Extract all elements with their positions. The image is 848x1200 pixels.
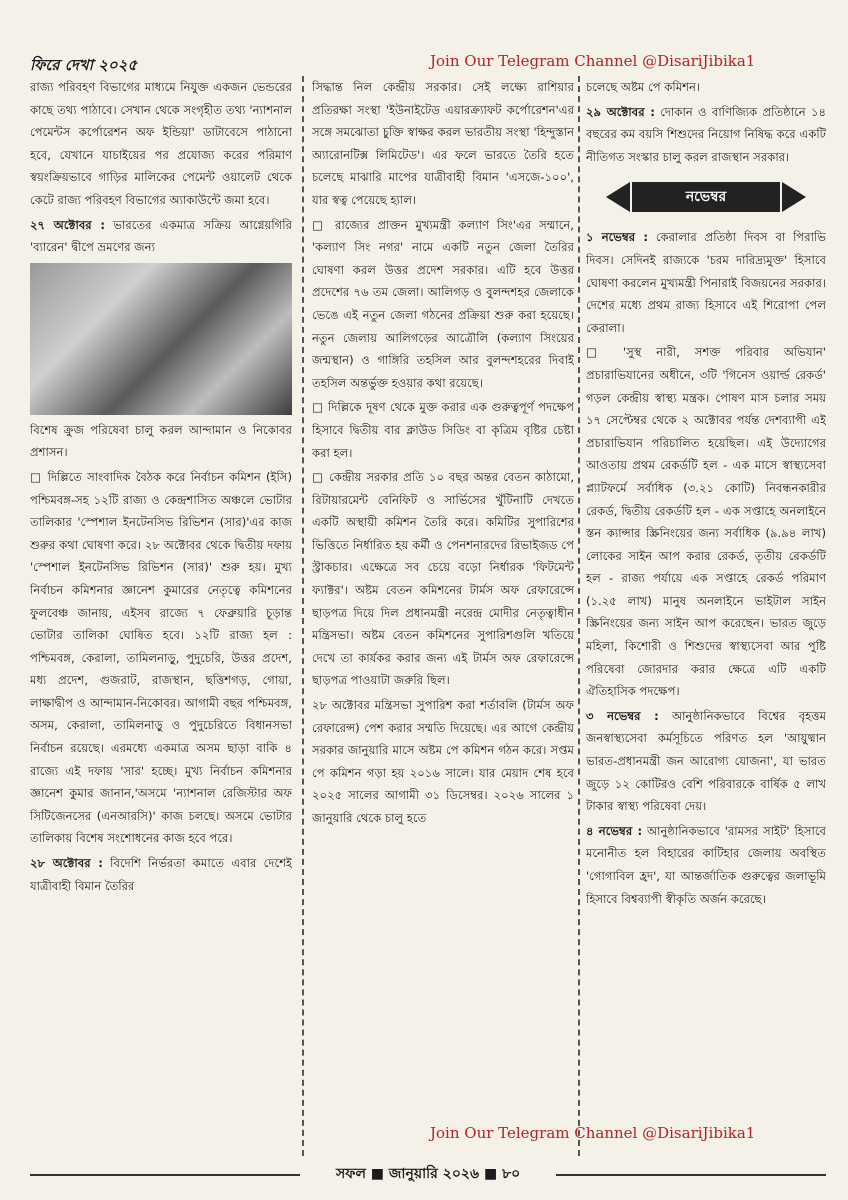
paragraph: □ কেন্দ্রীয় সরকার প্রতি ১০ বছর অন্তর বেতন কাঠামো, রিটায়ারমেন্ট বেনিফিট ও সার্ভিসের খুঁটিনাটি দেখতে একটি অস্থায়ী কমিশন তৈরি করে। কমিটির সুপারিশের ভিত্তিতে নির্ধারিত হয় কর্মী ও পেনশনারদের রিভাইজড পে স্ট্রাকচার। এক্ষেত্রে সব চেয়ে বড়ো নির্ধারক 'ফিটমেন্ট ফ্যাক্টর'। অষ্টম বেতন কমিশনের টার্মস অফ রেফারেন্সে ছাড়পত্র দিয়ে দিল প্রধানমন্ত্রী নরেন্দ্র মোদীর নেতৃত্বাধীন মন্ত্রিসভা। অষ্টম বেতন কমিশনের সুপারিশগুলি খতিয়ে দেখে তা কার্যকর করার জন্য এই টার্মস অফ রেফারেন্সে ছাড়পত্র পাওয়াটা জরুরি ছিল। <box>312 470 574 688</box>
paragraph: রাজ্য পরিবহণ বিভাগের মাধ্যমে নিযুক্ত একজন ভেন্ডরের কাছে তথ্য পাঠাবে। সেখান থেকে সংগৃহীত তথ্য 'ন্যাশনাল পেমেন্টস কর্পোরেশন অফ ইন্ডিয়া' ডাটাবেসে পাঠানো হবে, যেখানে যাচাইয়ের পর প্রযোজ্য করের পরিমাণ স্বয়ংক্রিয়ভাবে গাড়ির মালিকের পেমেন্ট ওয়ালেট থেকে কেটে রাজ্য পরিবহণ বিভাগের অ্যাকাউন্টে জমা হবে। <box>30 80 292 207</box>
paragraph <box>30 852 292 897</box>
paragraph: □ দিল্লিকে দূষণ থেকে মুক্ত করার এক গুরুত্বপূর্ণ পদক্ষেপ হিসাবে দ্বিতীয় বার ক্লাউড সিডিং বা কৃত্রিম বৃষ্টির চেষ্টা করা হল। <box>312 400 574 460</box>
footer-text: সফল ■ জানুয়ারি ২০২৬ ■ ৮০ <box>336 1166 521 1182</box>
paragraph: সিদ্ধান্ত নিল কেন্দ্রীয় সরকার। সেই লক্ষ্যে রাশিয়ার প্রতিরক্ষা সংস্থা 'ইউনাইটেড এয়ারক্র্যাফট কর্পোরেশন'এর সঙ্গে সমঝোতা চুক্তি স্বাক্ষর করল ভারতীয় সংস্থা 'হিন্দুস্তান অ্যারোনটিক্স লিমিটেড'। এর ফলে ভারতে তৈরি হতে চলেছে মাঝারি মাপের যাত্রীবাহী বিমান 'এসজে-১০০', যার স্বত্ব পেয়েছে হ্যাল। <box>312 80 574 207</box>
entry-text: কেরালার প্রতিষ্ঠা দিবস বা পিরাভি দিবস। সেদিনই রাজ্যকে 'চরম দারিদ্র্যমুক্ত' হিসাবে ঘোষণা করলেন মুখ্যমন্ত্রী পিনারাই বিজয়নের সরকার। দেশের মধ্যে প্রথম রাজ্য হিসাবে এই শিরোপা পেল কেরালা। <box>586 230 826 335</box>
footer-rule <box>30 1174 300 1176</box>
paragraph: বিশেষ ক্রুজ পরিষেবা চালু করল আন্দামান ও নিকোবর প্রশাসন। <box>30 422 292 460</box>
entry-text: দোকান ও বাণিজ্যিক প্রতিষ্ঠানে ১৪ বছরের কম বয়সি শিশুদের নিয়োগ নিষিদ্ধ করে একটি নীতিগত সংস্কার চালু করল রাজস্থান সরকার। <box>586 104 826 164</box>
column-divider <box>302 76 304 1156</box>
running-title: ফিরে দেখা ২০২৫ <box>30 56 138 74</box>
entry-date: ২৭ অক্টোবর : <box>30 217 106 232</box>
paragraph: ২৮ অক্টোবর মন্ত্রিসভা সুপারিশ করা শর্তাবলি (টার্মস অফ রেফারেন্স) পেশ করার সম্মতি দিয়েছে। এর আগে কেন্দ্রীয় সরকার জানুয়ারি মাসে অষ্টম পে কমিশন গঠন করে। সপ্তম পে কমিশন গড়া হয় ২০১৬ সালে। যার মেয়াদ শেষ হবে ২০২৫ সালের আগামী ৩১ ডিসেম্বর। ২০২৬ সালের ১ জানুয়ারি থেকে চালু হতে <box>312 698 574 825</box>
month-banner <box>606 182 806 212</box>
entry-date: ২৯ অক্টোবর : <box>586 104 655 119</box>
paragraph <box>586 226 826 339</box>
barren-island-photo <box>30 263 292 415</box>
entry-text: ভারতের একমাত্র সক্রিয় আগ্নেয়গিরি 'ব্যারেন' দ্বীপে ভ্রমণের জন্য <box>30 217 292 255</box>
page-header <box>30 52 830 78</box>
paragraph: □ রাজ্যের প্রাক্তন মুখ্যমন্ত্রী কল্যাণ সিং'এর সম্মানে, 'কল্যাণ সিং নগর' নামে একটি নতুন জেলা তৈরির ঘোষণা করল উত্তর প্রদেশ সরকার। এটি হবে উত্তর প্রদেশের ৭৬ তম জেলা। আলিগড় ও বুলন্দশহর জেলাকে ভেঙে এই নতুন জেলা গঠনের প্রক্রিয়া শুরু করা হয়েছে। নতুন জেলায় আলিগড়ের আত্রৌলি (কল্যাণ সিংয়ের জন্মস্থান) ও গাঙ্গিরি তহসিল আর বুলন্দশহরের দিবাই তহসিল অন্তর্ভুক্ত হওয়ার কথা রয়েছে। <box>312 217 574 390</box>
entry-text: আনুষ্ঠানিকভাবে বিশ্বের বৃহত্তম জনস্বাস্থ্যসেবা কর্মসূচিতে পরিণত হল 'আয়ুষ্মান ভারত-প্রধানমন্ত্রী জন আরোগ্য যোজনা', যা ভারত জুড়ে ১২ কোটিরও বেশি পরিবারকে বার্ষিক ৫ লাখ টাকার স্বাস্থ্য পরিষেবা দেয়। <box>586 708 826 814</box>
entry-date: ১ নভেম্বর : <box>586 230 648 245</box>
paragraph <box>586 705 826 818</box>
telegram-watermark-bottom: Join Our Telegram Channel @DisariJibika1 <box>430 1124 756 1142</box>
telegram-watermark-top: Join Our Telegram Channel @DisariJibika1 <box>430 52 756 70</box>
paragraph: □ দিল্লিতে সাংবাদিক বৈঠক করে নির্বাচন কমিশন (ইসি) পশ্চিমবঙ্গ-সহ ১২টি রাজ্য ও কেন্দ্রশাসিত অঞ্চলে ভোটার তালিকার 'স্পেশাল ইনটেনসিভ রিভিশন (সার)'এর কাজ শুরুর কথা ঘোষণা করে। ২৮ অক্টোবর থেকে দ্বিতীয় দফায় 'স্পেশাল ইনটেনসিভ রিভিশন (সার)' শুরু হয়। মুখ্য নির্বাচন কমিশনার জ্ঞানেশ কুমারের নেতৃত্বে কমিশনের ফুলবেঞ্চ জানায়, এইসব রাজ্যে ৭ ফেব্রুয়ারি চূড়ান্ত ভোটার তালিকা ঘোষিত হবে। ১২টি রাজ্য হল : পশ্চিমবঙ্গ, কেরালা, তামিলনাড়ু, পুদুচেরি, উত্তর প্রদেশ, মধ্য প্রদেশ, গুজরাট, রাজস্থান, ছত্তিশগড়, গোয়া, লাক্ষাদ্বীপ ও আন্দামান-নিকোবর। আগামী বছর পশ্চিমবঙ্গ, অসম, কেরালা, তামিলনাড়ু ও পুদুচেরিতে বিধানসভা নির্বাচন রয়েছে। এরমধ্যে একমাত্র অসম ছাড়া বাকি ৪ রাজ্যে এই দফায় 'সার' হচ্ছে। মুখ্য নির্বাচন কমিশনার জ্ঞানেশ কুমার জানান,'অসমে 'ন্যাশনাল রেজিস্টার অফ সিটিজেনসের (এনআরসি)' কাজ চলছে। অসমে ভোটার তালিকায় বিশেষ সংশোধনের কাজ হবে পরে। <box>30 469 292 846</box>
entry-date: ৩ নভেম্বর : <box>586 708 659 723</box>
column-divider <box>578 76 580 1156</box>
footer-rule <box>556 1174 826 1176</box>
column-3 <box>586 76 826 1156</box>
column-2 <box>312 76 574 1156</box>
entry-text: আনুষ্ঠানিকভাবে 'রামসর সাইট' হিসাবে মনোনীত হল বিহারের কাটিহার জেলায় অবস্থিত 'গোগাবিল হ্রদ', যা আন্তর্জাতিক গুরুত্বের জলাভূমি হিসাবে বিশ্বব্যাপী স্বীকৃতি অর্জন করেছে। <box>586 823 826 906</box>
paragraph <box>586 101 826 169</box>
entry-date: ৪ নভেম্বর : <box>586 823 643 838</box>
banner-left-arrow <box>606 182 630 212</box>
entry-date: ২৮ অক্টোবর : <box>30 856 103 871</box>
column-1 <box>30 76 292 1156</box>
banner-right-arrow <box>782 182 806 212</box>
page-footer <box>30 1156 826 1192</box>
paragraph: চলেছে অষ্টম পে কমিশন। <box>586 80 701 94</box>
article-columns <box>30 76 826 1156</box>
paragraph <box>30 214 292 259</box>
paragraph: □ 'সুস্থ নারী, সশক্ত পরিবার অভিযান' প্রচারাভিযানের অধীনে, ৩টি 'গিনেস ওয়ার্ল্ড রেকর্ড' গড়ল কেন্দ্রীয় স্বাস্থ্য মন্ত্রক। পোষণ মাস চলার সময় ১৭ সেপ্টেম্বর থেকে ২ অক্টোবর পর্যন্ত দেশব্যাপী এই প্রচারাভিযান পরিচালিত হয়েছিল। এই উদ্যোগের আওতায় প্রথম রেকর্ডটি হল - এক মাসে স্বাস্থ্যসেবা প্ল্যাটফর্মে সর্বাধিক (৩.২১ কোটি) নিবন্ধনকারীর রেকর্ড, দ্বিতীয় রেকর্ডটি হল - এক সপ্তাহে অনলাইনে স্তন ক্যান্সার স্ক্রিনিংয়ের জন্য সর্বাধিক (৯.৯৪ লাখ) লোকের সাইন আপ করার রেকর্ড, তৃতীয় রেকর্ডটি হল - রাজ্য পর্যায়ে এক সপ্তাহে রেকর্ড পরিমাণ (১.২৫ লাখ) মানুষ অনলাইনে ভাইটাল সাইন স্ক্রিনিংয়ের জন্য সাইন আপ করেছেন। ভারত জুড়ে মহিলা, কিশোরী ও শিশুদের স্বাস্থ্যসেবা আর পুষ্টি পরিষেবা জোরদার করার ক্ষেত্রে এটি একটি ঐতিহাসিক পদক্ষেপ। <box>586 345 826 699</box>
entry-text: বিদেশি নির্ভরতা কমাতে এবার দেশেই যাত্রীবাহী বিমান তৈরির <box>30 856 292 893</box>
paragraph <box>586 820 826 910</box>
month-banner-label: নভেম্বর <box>632 182 780 212</box>
